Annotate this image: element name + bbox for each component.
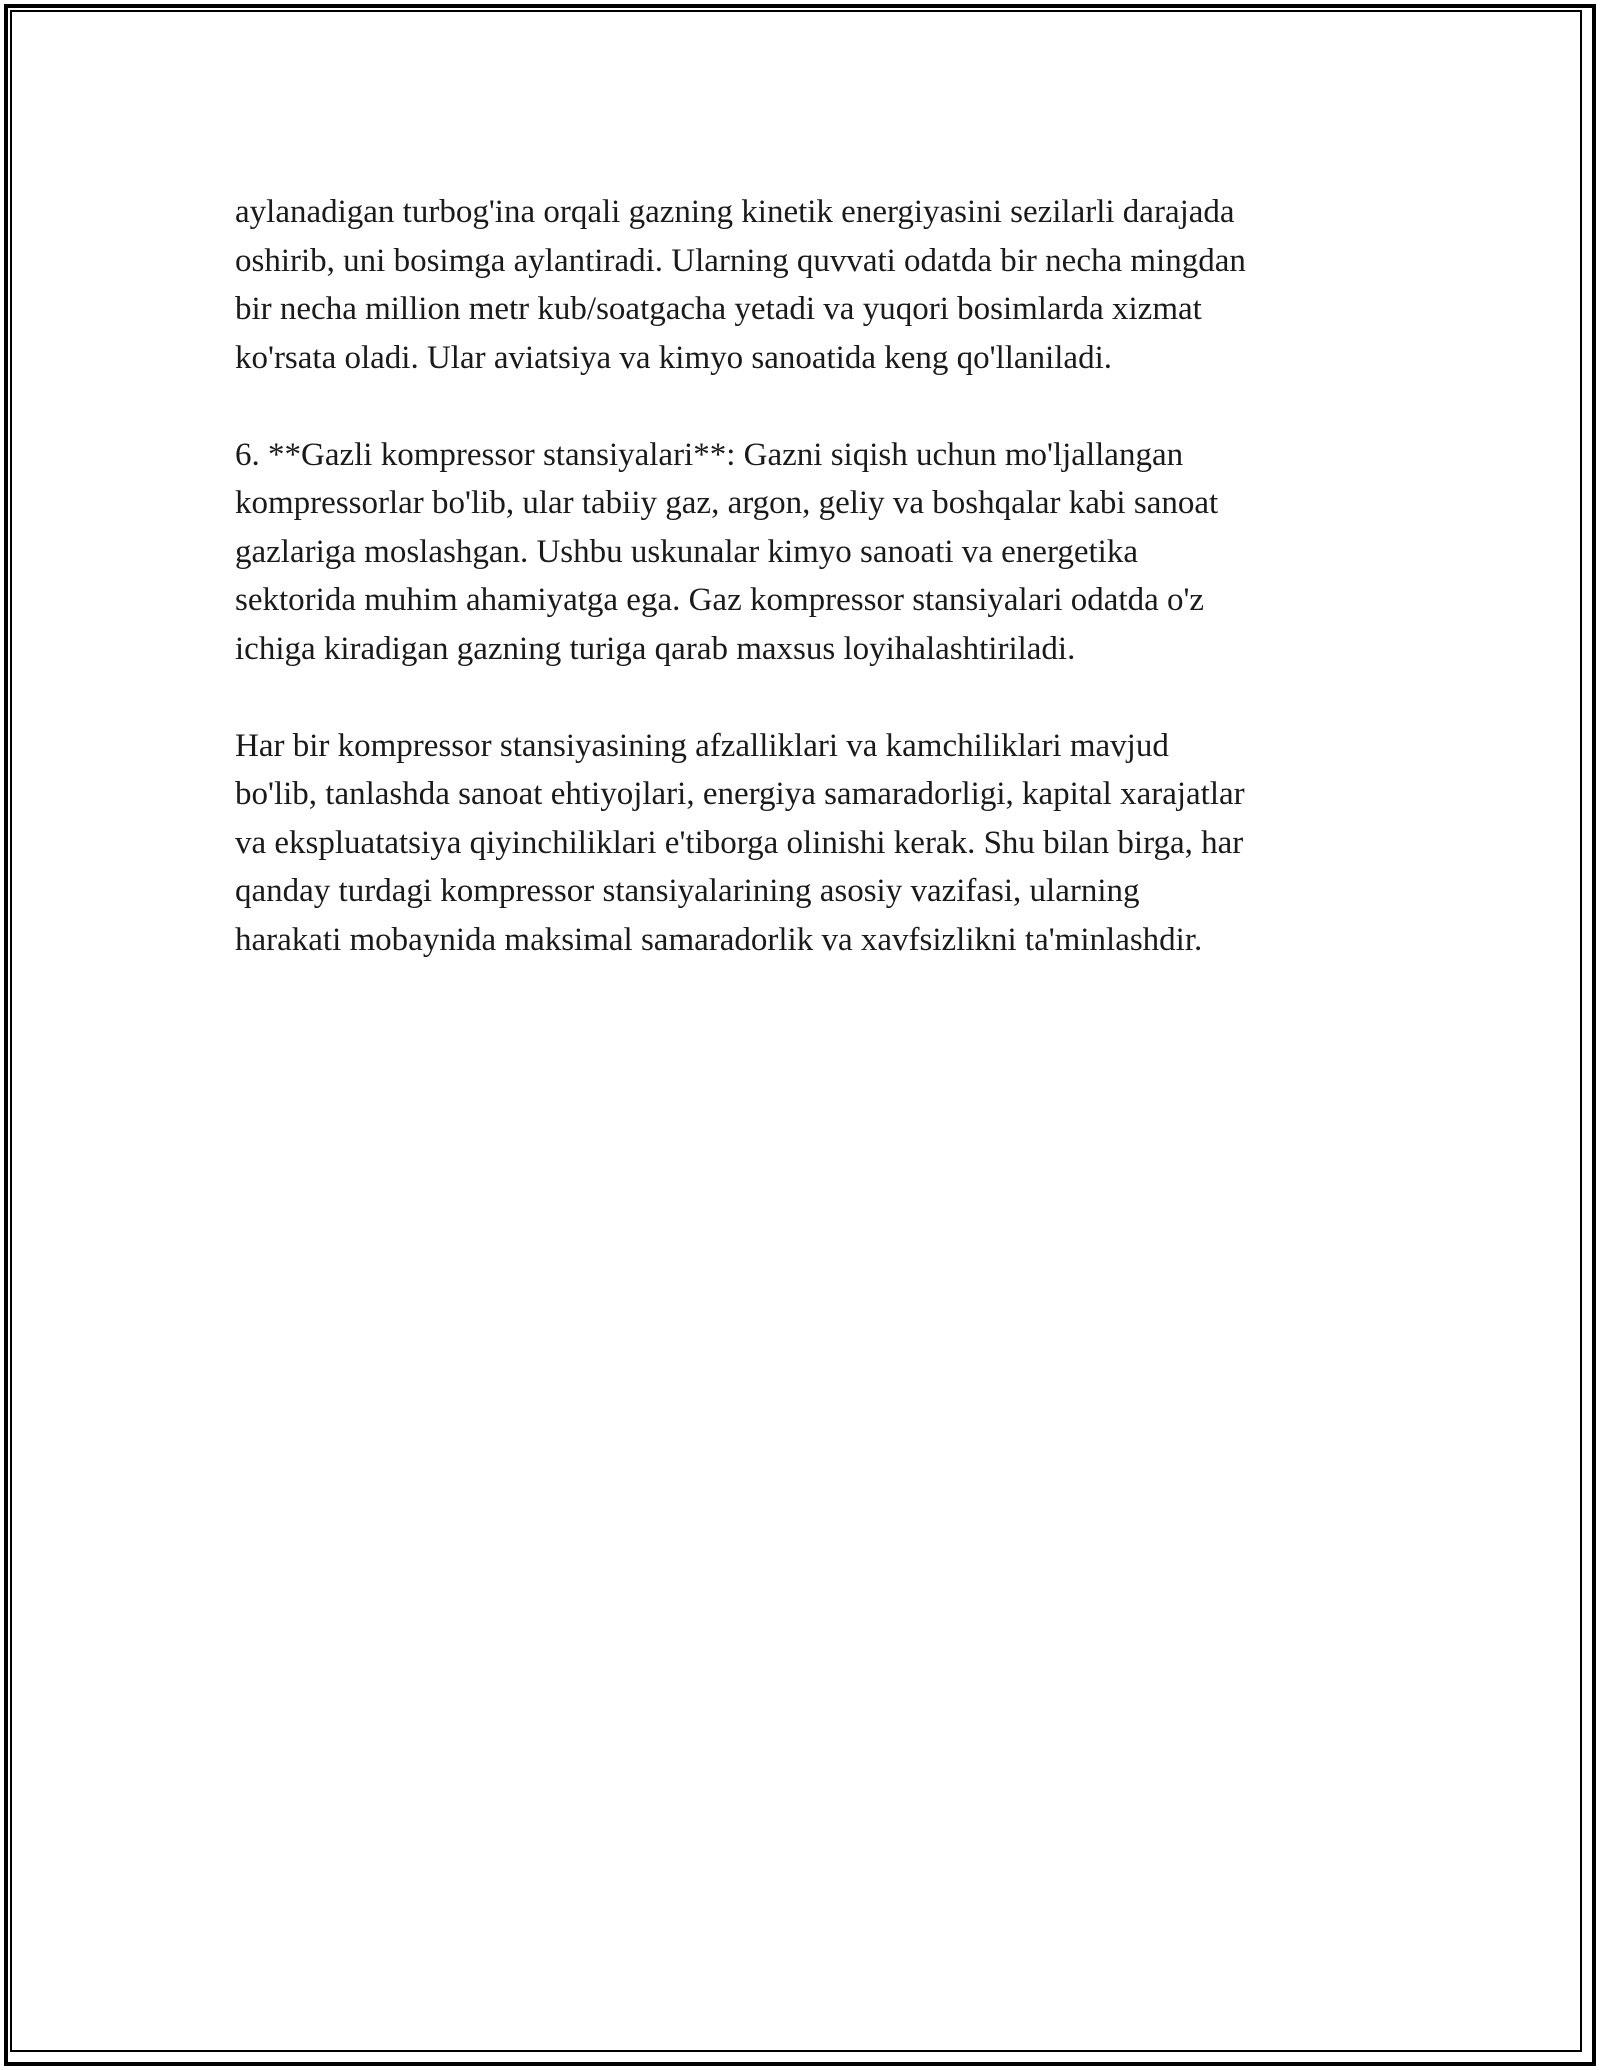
text-line: ichiga kiradigan gazning turiga qarab maxsus loyihalashtiriladi. xyxy=(235,630,1076,667)
text-line: Har bir kompressor stansiyasining afzalliklari va kamchiliklari mavjud xyxy=(235,727,1169,764)
text-line: harakati mobaynida maksimal samaradorlik va xavfsizlikni ta'minlashdir. xyxy=(235,921,1203,958)
document-body xyxy=(235,188,1375,1013)
text-line: ko'rsata oladi. Ular aviatsiya va kimyo sanoatida keng qo'llaniladi. xyxy=(235,339,1112,376)
text-line: bir necha million metr kub/soatgacha yetadi va yuqori bosimlarda xizmat xyxy=(235,291,1202,327)
text-line: oshirib, uni bosimga aylantiradi. Ularning quvvati odatda bir necha mingdan xyxy=(235,242,1246,279)
text-line: gazlariga moslashgan. Ushbu uskunalar kimyo sanoati va energetika xyxy=(235,533,1138,570)
text-line: bo'lib, tanlashda sanoat ehtiyojlari, energiya samaradorligi, kapital xarajatlar xyxy=(235,776,1245,812)
paragraph-turbo-compressors xyxy=(235,188,1375,382)
paragraph-gas-compressor-stations xyxy=(235,431,1375,674)
text-line: qanday turdagi kompressor stansiyalarining asosiy vazifasi, ularning xyxy=(235,873,1140,909)
text-line: va ekspluatatsiya qiyinchiliklari e'tiborga olinishi kerak. Shu bilan birga, har xyxy=(235,824,1244,861)
text-line: 6. **Gazli kompressor stansiyalari**: Gazni siqish uchun mo'ljallangan xyxy=(235,436,1184,473)
paragraph-conclusion xyxy=(235,722,1375,965)
text-line: sektorida muhim ahamiyatga ega. Gaz kompressor stansiyalari odatda o'z xyxy=(235,582,1205,618)
text-line: kompressorlar bo'lib, ular tabiiy gaz, argon, geliy va boshqalar kabi sanoat xyxy=(235,485,1219,521)
text-line: aylanadigan turbog'ina orqali gazning kinetik energiyasini sezilarli darajada xyxy=(235,194,1235,230)
